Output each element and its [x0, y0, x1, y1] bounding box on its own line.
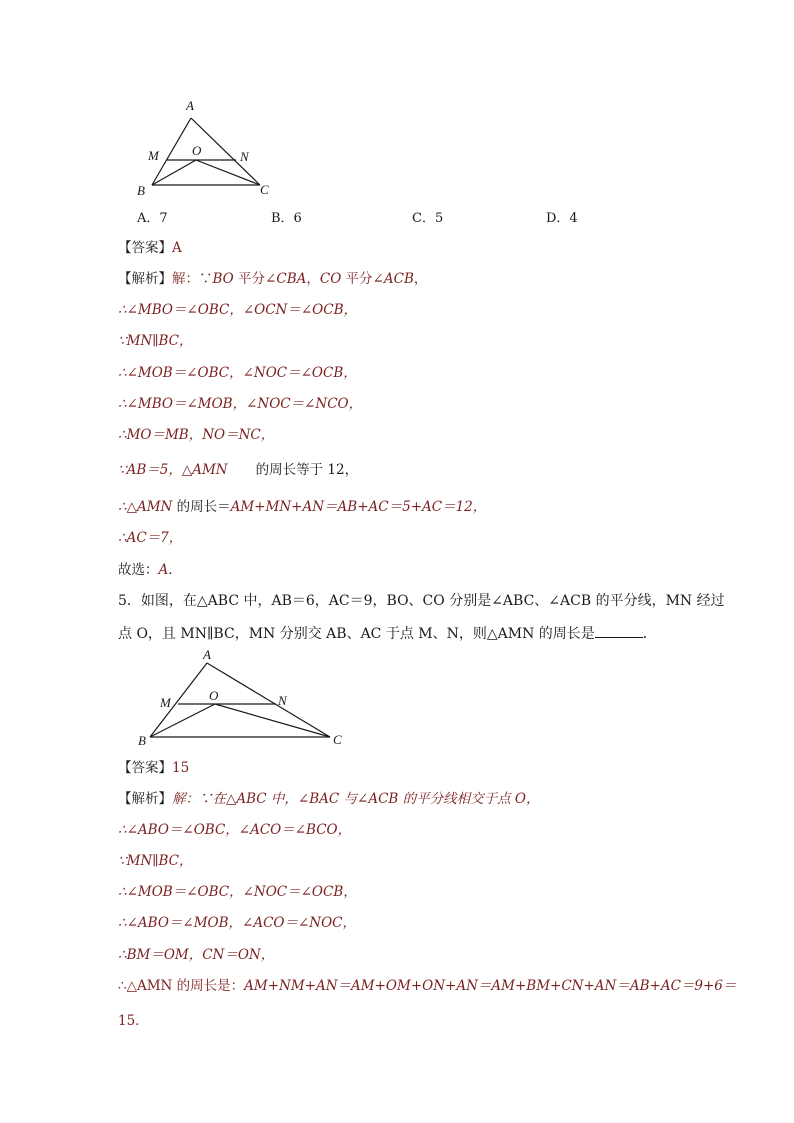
- q5-analysis-line-7: [118, 977, 736, 995]
- q5-analysis-line-5: ∴∠ABO＝∠MOB，∠ACO＝∠NOC，: [118, 915, 356, 931]
- q4-answer: [118, 239, 182, 257]
- answer-value: 15: [172, 760, 190, 776]
- q5-stem-line-1: 5．如图，在△ABC 中，AB＝6，AC＝9，BO、CO 分别是∠ABC、∠ACB 的平分线，MN 经过: [118, 593, 725, 609]
- label-m: M: [160, 695, 171, 710]
- q4-analysis-line-5: ∴∠MBO＝∠MOB，∠NOC＝∠NCO，: [118, 396, 363, 412]
- text-run: 的周长等于 12，: [255, 462, 359, 478]
- text-run: ∴△AMN 的周长是：: [118, 978, 245, 994]
- text-run: ∵AB＝5，△AMN: [118, 462, 228, 478]
- label-o: O: [209, 688, 219, 703]
- text-run: 故选：: [118, 562, 159, 578]
- q4-analysis-line-2: ∴∠MBO＝∠OBC，∠OCN＝∠OCB，: [118, 302, 357, 318]
- q4-analysis-line-4: ∴∠MOB＝∠OBC，∠NOC＝∠OCB，: [118, 365, 357, 381]
- q4-analysis-line-8: [118, 498, 486, 516]
- text-run: ．: [168, 562, 182, 578]
- q5-analysis-line-6: ∴BM＝OM，CN＝ON，: [118, 947, 275, 963]
- q5-analysis-line-8: 15．: [118, 1013, 149, 1029]
- q5-answer: [118, 759, 189, 777]
- text-run: CBA: [276, 271, 307, 287]
- q4-analysis-line-3: ∵MN∥BC，: [118, 333, 193, 349]
- side-ab: [150, 663, 207, 737]
- q5-analysis-line-4: ∴∠MOB＝∠OBC，∠NOC＝∠OCB，: [118, 884, 357, 900]
- text-run: ，: [306, 271, 320, 287]
- text-run: 解：∵: [172, 271, 213, 287]
- label-m: M: [148, 148, 159, 163]
- text-run: 平分∠: [233, 271, 277, 287]
- choice-d: D．4: [546, 211, 578, 226]
- text-run: 的周长＝: [172, 499, 231, 515]
- analysis-tag: 【解析】: [118, 791, 172, 807]
- choice-a: A．7: [137, 211, 168, 226]
- q5-analysis-line-1: [118, 790, 540, 808]
- q5-analysis-line-3: ∵MN∥BC，: [118, 853, 193, 869]
- label-b: B: [138, 733, 146, 748]
- choice-b: B．6: [271, 211, 302, 226]
- analysis-tag: 【解析】: [118, 271, 172, 287]
- q4-analysis-line-7: [118, 461, 358, 479]
- q4-analysis-line-1: [118, 270, 427, 288]
- q4-analysis-line-9: ∴AC＝7，: [118, 530, 183, 546]
- side-ac: [207, 663, 330, 737]
- q4-analysis-line-6: ∴MO＝MB，NO＝NC，: [118, 427, 275, 443]
- text-run: AM+NM+AN＝AM+OM+ON+AN＝AM+BM+CN+AN＝AB+AC＝9+6＝: [244, 978, 737, 994]
- segment-co: [215, 704, 330, 737]
- triangle-figure-2: [130, 645, 360, 755]
- label-c: C: [333, 732, 342, 747]
- label-c: C: [260, 182, 269, 197]
- text-run: A: [158, 562, 169, 578]
- text-run: ∴△AMN: [118, 499, 173, 515]
- q5-stem-line-2: [118, 623, 657, 643]
- label-o: O: [192, 143, 202, 158]
- q4-analysis-line-10: [118, 561, 182, 579]
- label-b: B: [137, 183, 145, 198]
- text-run: CO: [319, 271, 342, 287]
- label-a: A: [186, 98, 194, 113]
- text-run: 点 O，且 MN∥BC，MN 分别交 AB、AC 于点 M、N，则△AMN 的周长是: [118, 626, 595, 642]
- segment-co: [196, 160, 260, 185]
- text-run: BO: [212, 271, 234, 287]
- text-run: 平分∠: [341, 271, 384, 287]
- answer-blank: [595, 623, 643, 638]
- answer-value: A: [172, 240, 182, 256]
- text-run: 解：∵在△ABC 中，∠BAC 与∠ACB 的平分线相交于点 O，: [172, 791, 540, 807]
- text-run: ACB: [383, 271, 414, 287]
- answer-tag: 【答案】: [118, 240, 172, 256]
- text-run: AM+MN+AN＝AB+AC＝5+AC＝12，: [230, 499, 487, 515]
- label-n: N: [240, 149, 249, 164]
- text-run: ．: [642, 626, 657, 642]
- label-n: N: [278, 693, 287, 708]
- answer-tag: 【答案】: [118, 760, 172, 776]
- triangle-figure-1: [130, 95, 290, 205]
- choice-c: C．5: [412, 211, 444, 226]
- label-a: A: [203, 647, 211, 662]
- text-run: ，: [413, 271, 428, 287]
- q5-analysis-line-2: ∴∠ABO＝∠OBC，∠ACO＝∠BCO，: [118, 822, 352, 838]
